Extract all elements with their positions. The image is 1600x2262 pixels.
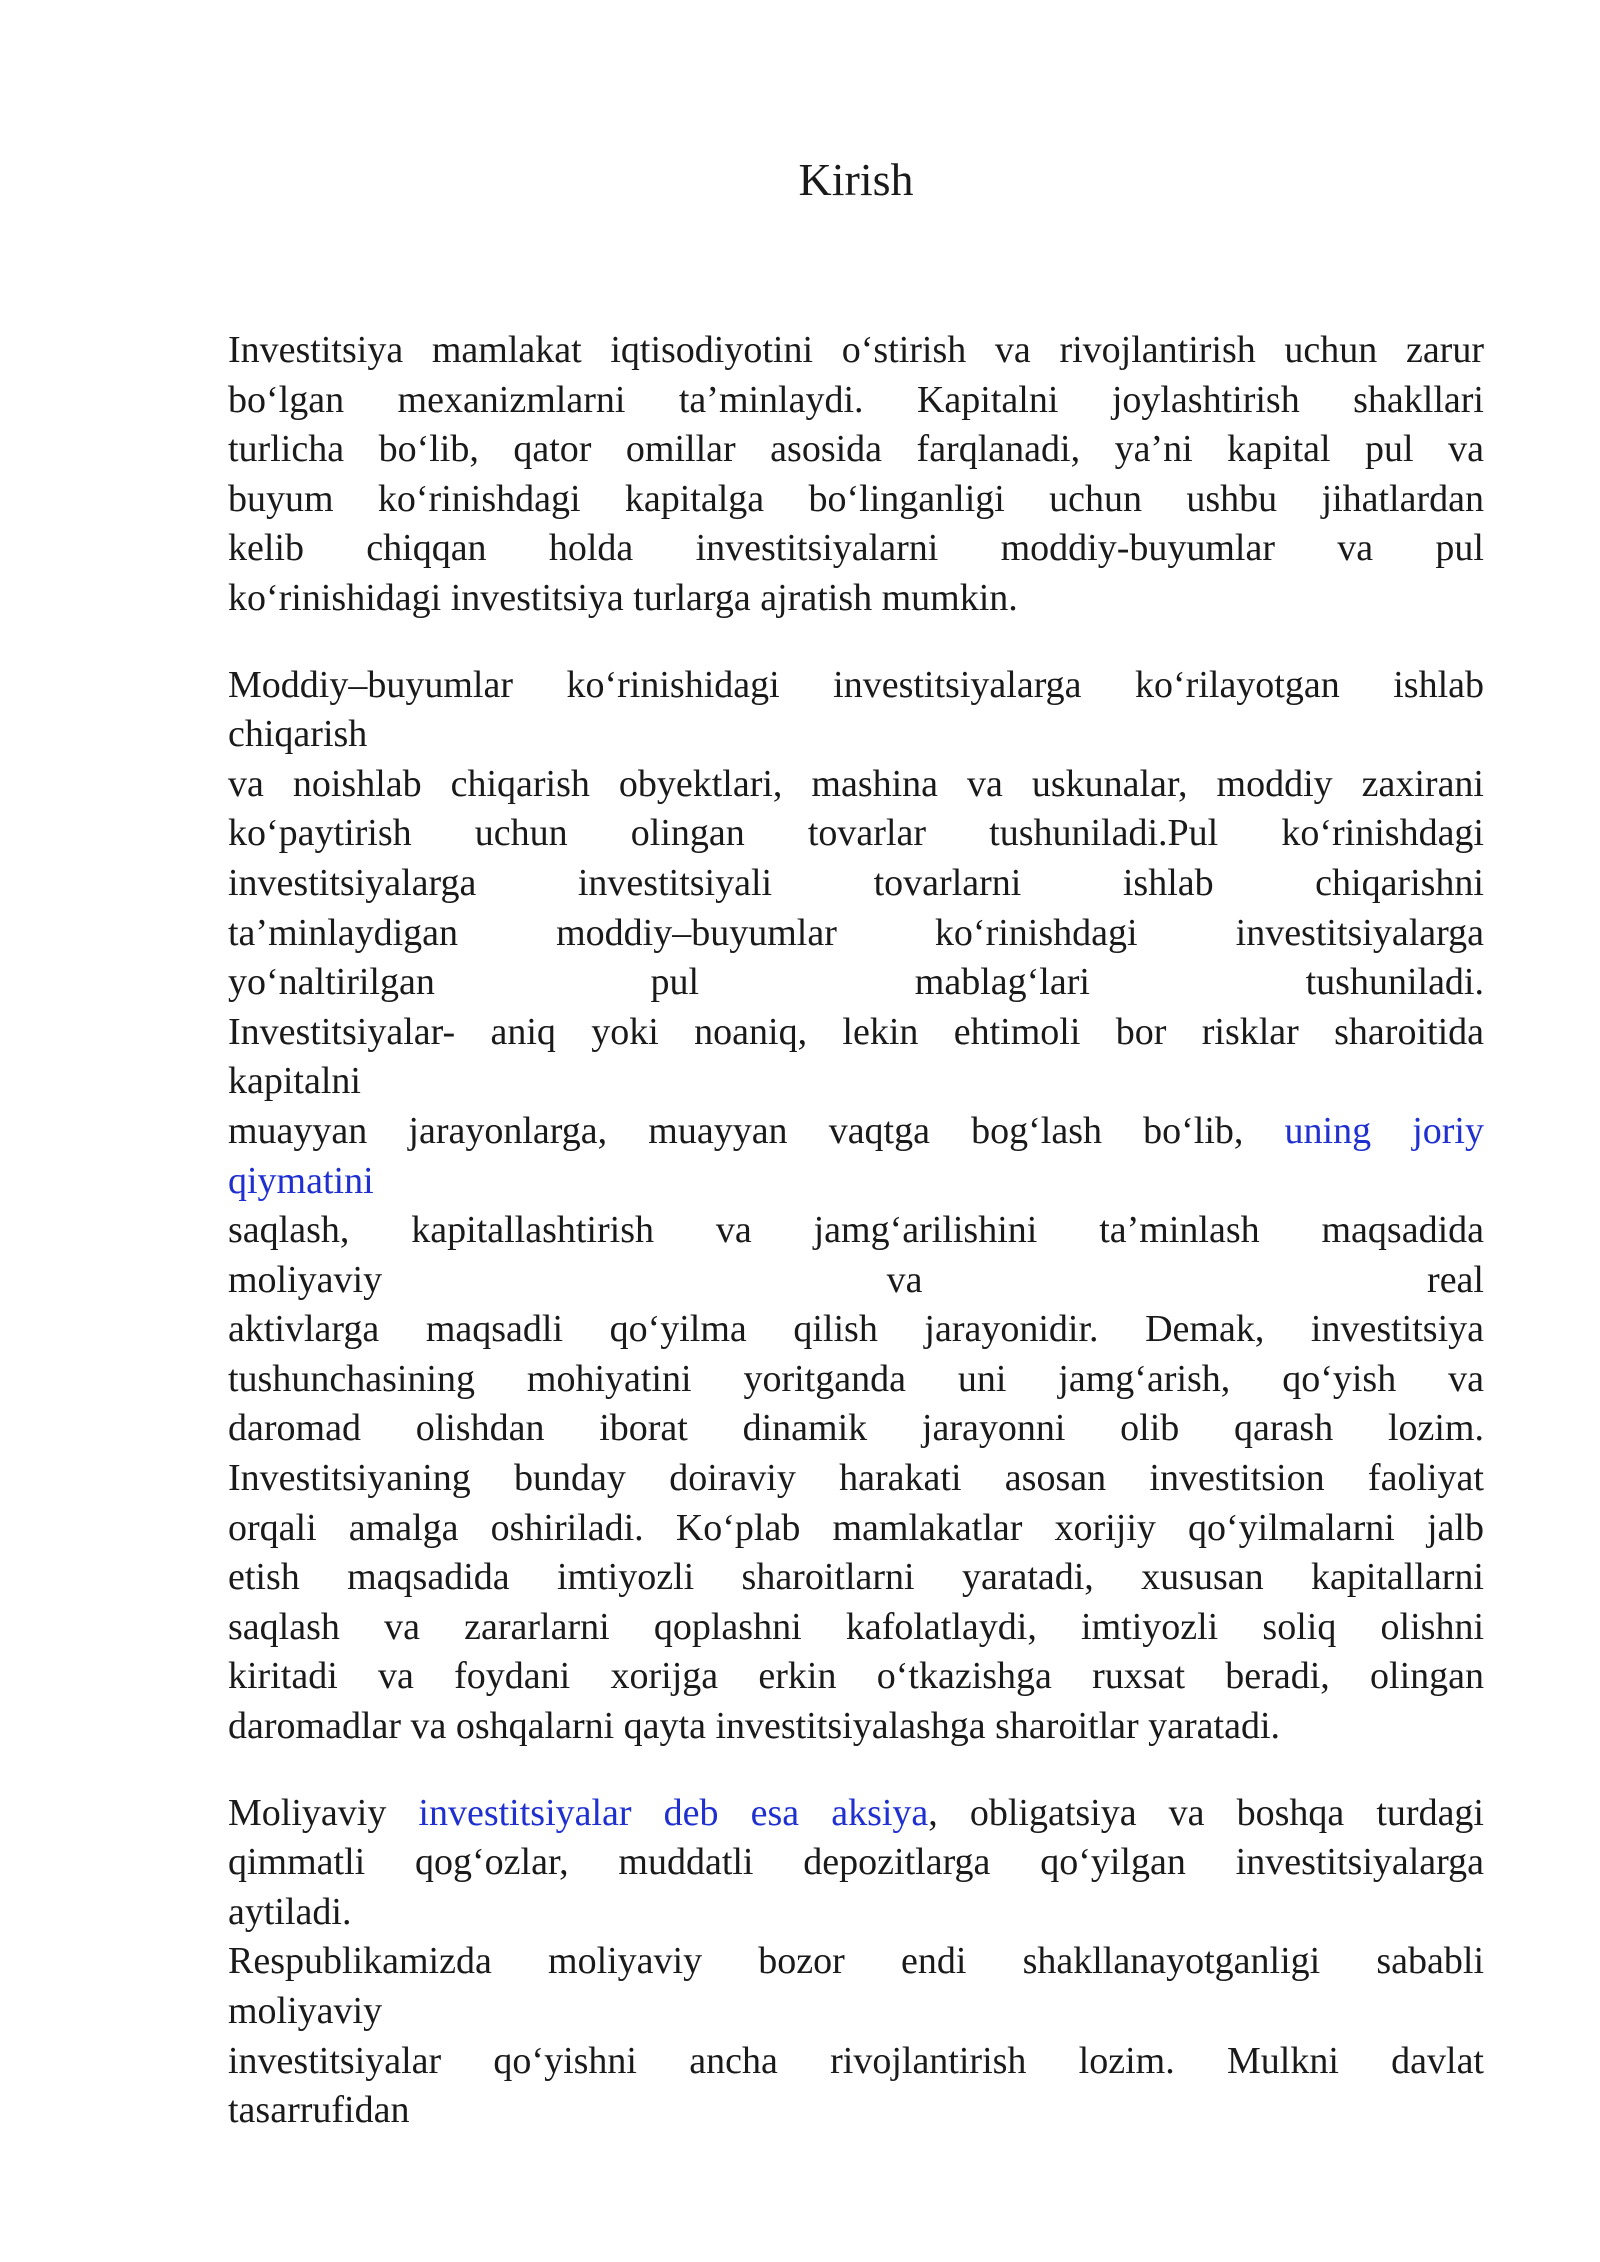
text-line: Investitsiya mamlakat iqtisodiyotini o‘stirish va rivojlantirish uchun zarur bbox=[228, 329, 1484, 371]
text-line: daromad olishdan iborat dinamik jarayonni olib qarash lozim. bbox=[228, 1407, 1484, 1450]
text-line: Investitsiyalar- aniq yoki noaniq, lekin ehtimoli bor risklar sharoitida bbox=[228, 1010, 1484, 1053]
text-line: va noishlab chiqarish obyektlari, mashina va uskunalar, moddiy zaxirani bbox=[228, 762, 1484, 805]
text-line: investitsiyalarga investitsiyali tovarlarni ishlab chiqarishni bbox=[228, 861, 1484, 904]
paragraph-financial bbox=[228, 1789, 1484, 2136]
text-line: aktivlarga maqsadli qo‘yilma qilish jarayonidir. Demak, investitsiya bbox=[228, 1308, 1484, 1351]
text-line: ta’minlaydigan moddiy–buyumlar ko‘rinishdagi investitsiyalarga bbox=[228, 911, 1484, 954]
text-line: aytiladi. bbox=[228, 1890, 352, 1933]
hyperlink-text[interactable]: investitsiyalar deb esa aksiya bbox=[418, 1791, 929, 1834]
text-line: buyum ko‘rinishdagi kapitalga bo‘linganligi uchun ushbu jihatlardan bbox=[228, 477, 1484, 520]
text-line bbox=[228, 1107, 1484, 1157]
text-line: moliyaviy va real bbox=[228, 1258, 1484, 1301]
text-line: yo‘naltirilgan pul mablag‘lari tushuniladi. bbox=[228, 961, 1484, 1004]
text-line: kelib chiqqan holda investitsiyalarni moddiy-buyumlar va pul bbox=[228, 527, 1484, 570]
text-line: moliyaviy bbox=[228, 1990, 383, 2032]
text-line: qimmatli qog‘ozlar, muddatli depozitlarga qo‘yilgan investitsiyalarga bbox=[228, 1841, 1484, 1884]
hyperlink-text[interactable]: uning joriy bbox=[1284, 1109, 1484, 1152]
text-line: bo‘lgan mexanizmlarni ta’minlaydi. Kapitalni joylashtirish shakllari bbox=[228, 378, 1484, 421]
paragraph-gap bbox=[228, 624, 1484, 661]
text-segment: Moliyaviy bbox=[228, 1791, 387, 1834]
text-segment: muayyan jarayonlarga, muayyan vaqtga bog‘lash bo‘lib, bbox=[228, 1109, 1244, 1152]
document-page bbox=[228, 148, 1484, 2136]
text-line: saqlash va zararlarni qoplashni kafolatlaydi, imtiyozli soliq olishni bbox=[228, 1605, 1484, 1648]
text-line: tushunchasining mohiyatini yoritganda uni jamg‘arish, qo‘yish va bbox=[228, 1357, 1484, 1400]
document-title: Kirish bbox=[798, 154, 914, 205]
text-line: kapitalni bbox=[228, 1060, 361, 1103]
text-line: turlicha bo‘lib, qator omillar asosida farqlanadi, ya’ni kapital pul va bbox=[228, 428, 1484, 471]
text-line: investitsiyalar qo‘yishni ancha rivojlantirish lozim. Mulkni davlat bbox=[228, 2039, 1484, 2082]
text-line: kiritadi va foydani xorijga erkin o‘tkazishga ruxsat beradi, olingan bbox=[228, 1655, 1484, 1698]
paragraph-gap bbox=[228, 1752, 1484, 1789]
text-line: orqali amalga oshiriladi. Ko‘plab mamlakatlar xorijiy qo‘yilmalarni jalb bbox=[228, 1506, 1484, 1549]
paragraph-intro bbox=[228, 326, 1484, 624]
text-line bbox=[228, 1789, 1484, 1839]
text-segment: , obligatsiya va boshqa turdagi bbox=[928, 1791, 1484, 1834]
text-line: saqlash, kapitallashtirish va jamg‘arilishini ta’minlash maqsadida bbox=[228, 1209, 1484, 1252]
text-line: Moddiy–buyumlar ko‘rinishidagi investitsiyalarga ko‘rilayotgan ishlab bbox=[228, 663, 1484, 706]
text-line: daromadlar va oshqalarni qayta investitsiyalashga sharoitlar yaratadi. bbox=[228, 1705, 1281, 1748]
text-line: tasarrufidan bbox=[228, 2089, 410, 2132]
text-line: ko‘rinishidagi investitsiya turlarga ajratish mumkin. bbox=[228, 576, 1018, 619]
text-line bbox=[228, 1157, 1484, 1207]
hyperlink-text[interactable]: qiymatini bbox=[228, 1159, 374, 1202]
text-line: etish maqsadida imtiyozli sharoitlarni yaratadi, xususan kapitallarni bbox=[228, 1556, 1484, 1599]
text-line: Investitsiyaning bunday doiraviy harakati asosan investitsion faoliyat bbox=[228, 1457, 1484, 1500]
paragraph-investments bbox=[228, 661, 1484, 1752]
text-line: Respublikamizda moliyaviy bozor endi shakllanayotganligi sababli bbox=[228, 1940, 1484, 1983]
text-line: ko‘paytirish uchun olingan tovarlar tushuniladi.Pul ko‘rinishdagi bbox=[228, 812, 1484, 855]
text-line: chiqarish bbox=[228, 713, 368, 756]
